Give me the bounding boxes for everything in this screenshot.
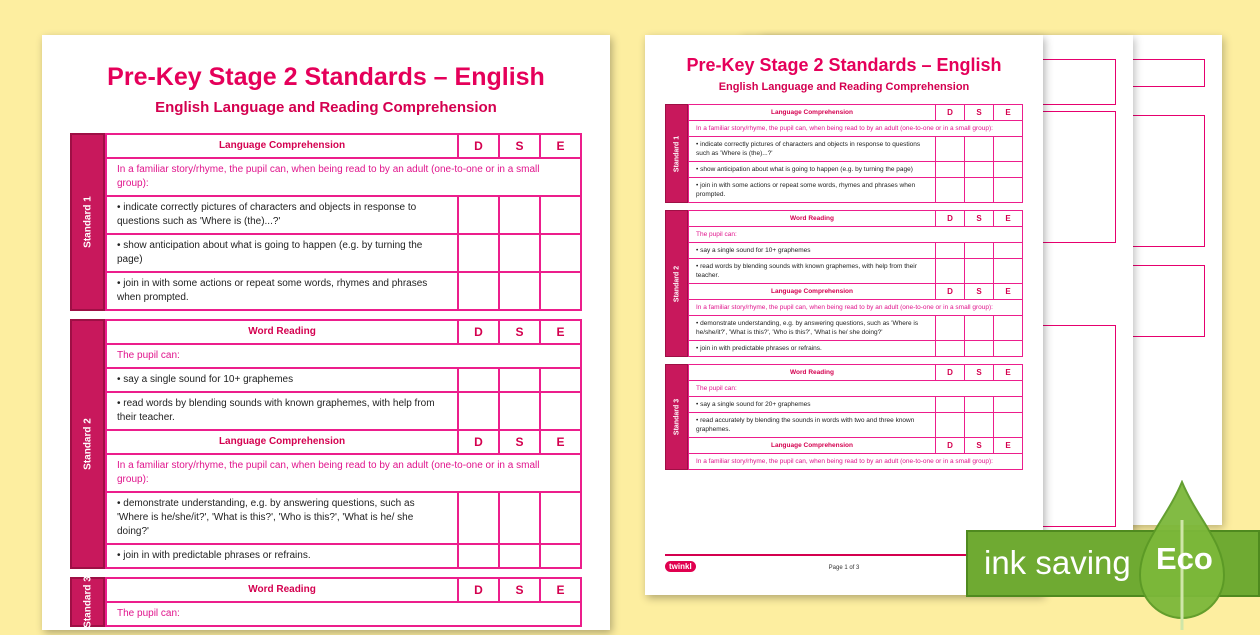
standard-label-bar — [665, 210, 688, 357]
checkbox-d[interactable] — [935, 413, 964, 437]
column-header-d: D — [457, 431, 498, 453]
checkbox-e[interactable] — [993, 259, 1022, 283]
section-header-row — [689, 284, 1022, 300]
standard-block — [665, 364, 1023, 470]
criterion-row — [107, 197, 580, 235]
checkbox-d[interactable] — [935, 341, 964, 356]
criterion-row — [107, 273, 580, 311]
criterion-row — [689, 137, 1022, 162]
criterion-row — [689, 162, 1022, 178]
section-intro: The pupil can: — [696, 385, 737, 392]
section-header-row — [107, 135, 580, 159]
checkbox-s[interactable] — [498, 273, 539, 309]
section-header-row — [689, 211, 1022, 227]
checkbox-d[interactable] — [935, 243, 964, 258]
checkbox-s[interactable] — [964, 397, 993, 412]
standard-label-bar — [665, 364, 688, 470]
criterion-row — [107, 393, 580, 431]
checkbox-s[interactable] — [964, 243, 993, 258]
section-intro-row — [689, 381, 1022, 397]
checkbox-e[interactable] — [993, 413, 1022, 437]
criterion-cell: • say a single sound for 10+ graphemes — [696, 247, 811, 254]
checkbox-s[interactable] — [964, 137, 993, 161]
section-intro-row — [107, 159, 580, 197]
criterion-cell: • show anticipation about what is going to happen (e.g. by turning the page) — [117, 240, 423, 265]
column-header-s: S — [964, 284, 993, 299]
ink-saving-text: ink saving — [984, 544, 1131, 581]
criterion-row — [689, 178, 1022, 203]
section-heading: Language Comprehension — [771, 109, 853, 116]
checkbox-e[interactable] — [539, 197, 580, 233]
section-intro: In a familiar story/rhyme, the pupil can, when being read to by an adult (one-to-one or in a small group): — [117, 164, 540, 189]
criterion-text: join in with predictable phrases or refrains. — [700, 345, 822, 352]
criterion-row — [689, 341, 1022, 357]
section-intro: In a familiar story/rhyme, the pupil can, when being read to by an adult (one-to-one or in a small group): — [117, 460, 540, 485]
column-header-s: S — [964, 365, 993, 380]
checkbox-s[interactable] — [964, 341, 993, 356]
criterion-cell: • demonstrate understanding, e.g. by answering questions, such as 'Where is he/she/it?', 'What is this?', 'Who is this?', 'What is he/ she doing?' — [696, 320, 919, 336]
checkbox-d[interactable] — [935, 137, 964, 161]
checkbox-d[interactable] — [935, 316, 964, 340]
checkbox-d[interactable] — [457, 273, 498, 309]
section-heading: Language Comprehension — [771, 442, 853, 449]
column-header-d: D — [457, 579, 498, 601]
checkbox-d[interactable] — [457, 393, 498, 429]
section-intro: The pupil can: — [117, 350, 180, 361]
section-header-row — [107, 321, 580, 345]
checkbox-d[interactable] — [935, 397, 964, 412]
section-header-row — [689, 365, 1022, 381]
criterion-text: read words by blending sounds with known graphemes, with help from their teacher. — [696, 263, 917, 279]
checkbox-e[interactable] — [539, 393, 580, 429]
checkbox-s[interactable] — [964, 178, 993, 202]
section-intro: The pupil can: — [696, 231, 737, 238]
section-intro: The pupil can: — [117, 608, 180, 619]
criterion-cell: • join in with some actions or repeat some words, rhymes and phrases when prompted. — [696, 182, 916, 198]
criterion-row — [107, 545, 580, 569]
criterion-row — [107, 235, 580, 273]
standard-block — [665, 104, 1023, 203]
criterion-cell: • join in with predictable phrases or refrains. — [696, 345, 822, 352]
checkbox-e[interactable] — [993, 137, 1022, 161]
criterion-cell: • say a single sound for 10+ graphemes — [117, 374, 294, 385]
checkbox-e[interactable] — [993, 316, 1022, 340]
checkbox-d[interactable] — [457, 197, 498, 233]
criterion-row — [689, 259, 1022, 284]
checkbox-s[interactable] — [498, 493, 539, 543]
section-heading: Word Reading — [790, 215, 834, 222]
standard-table — [105, 319, 582, 569]
standard-label: Standard 1 — [82, 196, 93, 248]
criterion-text: say a single sound for 10+ graphemes — [123, 374, 294, 385]
checkbox-e[interactable] — [539, 235, 580, 271]
column-header-e: E — [539, 431, 580, 453]
column-header-d: D — [935, 365, 964, 380]
criterion-text: join in with some actions or repeat some words, rhymes and phrases when prompted. — [696, 182, 916, 198]
checkbox-e[interactable] — [993, 243, 1022, 258]
column-header-s: S — [498, 135, 539, 157]
criterion-row — [107, 493, 580, 545]
column-header-s: S — [964, 211, 993, 226]
checkbox-s[interactable] — [964, 316, 993, 340]
section-header-row — [107, 431, 580, 455]
checkbox-e[interactable] — [993, 162, 1022, 177]
criterion-text: indicate correctly pictures of characters and objects in response to questions such as 'Where is (the)...?' — [117, 202, 417, 227]
criterion-cell: • join in with some actions or repeat some words, rhymes and phrases when prompted. — [117, 278, 428, 303]
criterion-cell: • read words by blending sounds with known graphemes, with help from their teacher. — [117, 398, 435, 423]
section-header-row — [689, 438, 1022, 454]
standard-block — [70, 577, 582, 627]
section-heading: Language Comprehension — [771, 288, 853, 295]
document-title: Pre-Key Stage 2 Standards – English — [107, 63, 545, 91]
criterion-row — [689, 413, 1022, 438]
section-heading: Language Comprehension — [218, 436, 346, 447]
checkbox-s[interactable] — [498, 235, 539, 271]
section-intro-row — [689, 300, 1022, 316]
checkbox-d[interactable] — [457, 369, 498, 391]
column-header-d: D — [457, 135, 498, 157]
checkbox-e[interactable] — [993, 341, 1022, 356]
column-header-e: E — [993, 211, 1022, 226]
standard-table — [105, 133, 582, 311]
criterion-text: demonstrate understanding, e.g. by answering questions, such as 'Where is he/she/it?', 'What is this?', 'Who is this?', 'What is he/ she doing?' — [696, 320, 919, 336]
section-heading: Word Reading — [790, 369, 834, 376]
criterion-cell: • read words by blending sounds with known graphemes, with help from their teacher. — [696, 263, 917, 279]
standard-label-bar — [70, 319, 105, 569]
standard-label: Standard 2 — [673, 265, 680, 302]
document-subtitle: English Language and Reading Comprehension — [155, 99, 497, 116]
document-title: Pre-Key Stage 2 Standards – English — [686, 55, 1002, 75]
standard-label-bar — [70, 133, 105, 311]
criterion-text: show anticipation about what is going to happen (e.g. by turning the page) — [117, 240, 423, 265]
criterion-text: show anticipation about what is going to happen (e.g. by turning the page) — [700, 166, 913, 173]
page-number: Page 1 of 3 — [828, 565, 860, 571]
column-header-s: S — [498, 431, 539, 453]
column-header-e: E — [993, 365, 1022, 380]
column-header-s: S — [964, 438, 993, 453]
criterion-cell: • say a single sound for 20+ graphemes — [696, 401, 811, 408]
section-intro-row — [107, 345, 580, 369]
checkbox-d[interactable] — [935, 259, 964, 283]
column-header-e: E — [993, 284, 1022, 299]
column-header-e: E — [539, 321, 580, 343]
criterion-row — [689, 316, 1022, 341]
column-header-s: S — [964, 105, 993, 120]
criterion-row — [107, 369, 580, 393]
column-header-e: E — [993, 105, 1022, 120]
section-intro-row — [689, 121, 1022, 137]
section-header-row — [107, 579, 580, 603]
eco-label: Eco — [1156, 541, 1213, 576]
section-heading: Word Reading — [248, 584, 316, 595]
checkbox-e[interactable] — [993, 178, 1022, 202]
column-header-d: D — [935, 105, 964, 120]
section-intro: In a familiar story/rhyme, the pupil can, when being read to by an adult (one-to-one or in a small group): — [696, 458, 993, 465]
checkbox-d[interactable] — [457, 235, 498, 271]
standard-label: Standard 3 — [673, 398, 680, 436]
criterion-text: indicate correctly pictures of characters and objects in response to questions such as 'Where is (the)...?' — [696, 141, 921, 157]
criterion-text: join in with predictable phrases or refrains. — [123, 550, 311, 561]
standard-label: Standard 2 — [82, 418, 93, 470]
criterion-text: join in with some actions or repeat some words, rhymes and phrases when prompted. — [117, 278, 428, 303]
checkbox-s[interactable] — [498, 393, 539, 429]
column-header-e: E — [539, 135, 580, 157]
worksheet-preview-small — [645, 35, 1043, 595]
criterion-text: say a single sound for 10+ graphemes — [700, 247, 811, 254]
checkbox-e[interactable] — [993, 397, 1022, 412]
criterion-cell: • indicate correctly pictures of characters and objects in response to questions such as 'Where is (the)...?' — [117, 202, 417, 227]
criterion-cell: • read accurately by blending the sounds in words with two and three known graphemes. — [696, 417, 915, 433]
checkbox-d[interactable] — [935, 162, 964, 177]
worksheet-preview-large — [42, 35, 610, 630]
standard-block — [665, 210, 1023, 357]
standards-tables — [665, 104, 1023, 477]
standard-block — [70, 319, 582, 569]
section-intro-row — [107, 455, 580, 493]
checkbox-s[interactable] — [498, 545, 539, 567]
checkbox-s[interactable] — [964, 259, 993, 283]
checkbox-e[interactable] — [539, 545, 580, 567]
checkbox-d[interactable] — [935, 178, 964, 202]
checkbox-s[interactable] — [964, 413, 993, 437]
section-intro: In a familiar story/rhyme, the pupil can, when being read to by an adult (one-to-one or in a small group): — [696, 304, 993, 311]
criterion-row — [689, 397, 1022, 413]
criterion-row — [689, 243, 1022, 259]
checkbox-d[interactable] — [457, 545, 498, 567]
checkbox-e[interactable] — [539, 273, 580, 309]
checkbox-s[interactable] — [964, 162, 993, 177]
criterion-text: read accurately by blending the sounds in words with two and three known graphemes. — [696, 417, 915, 433]
standard-block — [70, 133, 582, 311]
column-header-d: D — [457, 321, 498, 343]
checkbox-s[interactable] — [498, 197, 539, 233]
section-heading: Word Reading — [248, 326, 316, 337]
column-header-e: E — [539, 579, 580, 601]
standards-tables — [70, 133, 582, 635]
twinkl-logo: twinkl — [665, 561, 696, 572]
checkbox-s[interactable] — [498, 369, 539, 391]
column-header-d: D — [935, 438, 964, 453]
column-header-d: D — [935, 284, 964, 299]
criterion-cell: • show anticipation about what is going to happen (e.g. by turning the page) — [696, 166, 913, 173]
criterion-cell: • indicate correctly pictures of characters and objects in response to questions such as 'Where is (the)...?' — [696, 141, 921, 157]
criterion-cell: • demonstrate understanding, e.g. by answering questions, such as 'Where is he/she/it?', 'What is this?', 'Who is this?', 'What is he/ she doing?' — [117, 498, 415, 537]
standard-label-bar — [70, 577, 105, 627]
criterion-text: read words by blending sounds with known graphemes, with help from their teacher. — [117, 398, 435, 423]
column-header-d: D — [935, 211, 964, 226]
criterion-cell: • join in with predictable phrases or refrains. — [117, 550, 311, 561]
column-header-e: E — [993, 438, 1022, 453]
standard-table — [688, 104, 1023, 203]
standard-table — [688, 210, 1023, 357]
checkbox-d[interactable] — [457, 493, 498, 543]
standard-label-bar — [665, 104, 688, 203]
section-intro-row — [689, 454, 1022, 470]
checkbox-e[interactable] — [539, 369, 580, 391]
standard-table — [105, 577, 582, 627]
standard-label: Standard 3 — [82, 576, 93, 628]
document-subtitle: English Language and Reading Comprehension — [718, 81, 970, 93]
section-intro: In a familiar story/rhyme, the pupil can, when being read to by an adult (one-to-one or in a small group): — [696, 125, 993, 132]
section-heading: Language Comprehension — [218, 140, 346, 151]
section-intro-row — [107, 603, 580, 627]
checkbox-e[interactable] — [539, 493, 580, 543]
column-header-s: S — [498, 579, 539, 601]
section-header-row — [689, 105, 1022, 121]
standard-table — [688, 364, 1023, 470]
criterion-text: say a single sound for 20+ graphemes — [700, 401, 811, 408]
section-intro-row — [689, 227, 1022, 243]
standard-label: Standard 1 — [673, 135, 680, 172]
column-header-s: S — [498, 321, 539, 343]
criterion-text: demonstrate understanding, e.g. by answering questions, such as 'Where is he/she/it?', 'What is this?', 'Who is this?', 'What is he/ she doing?' — [117, 498, 415, 537]
